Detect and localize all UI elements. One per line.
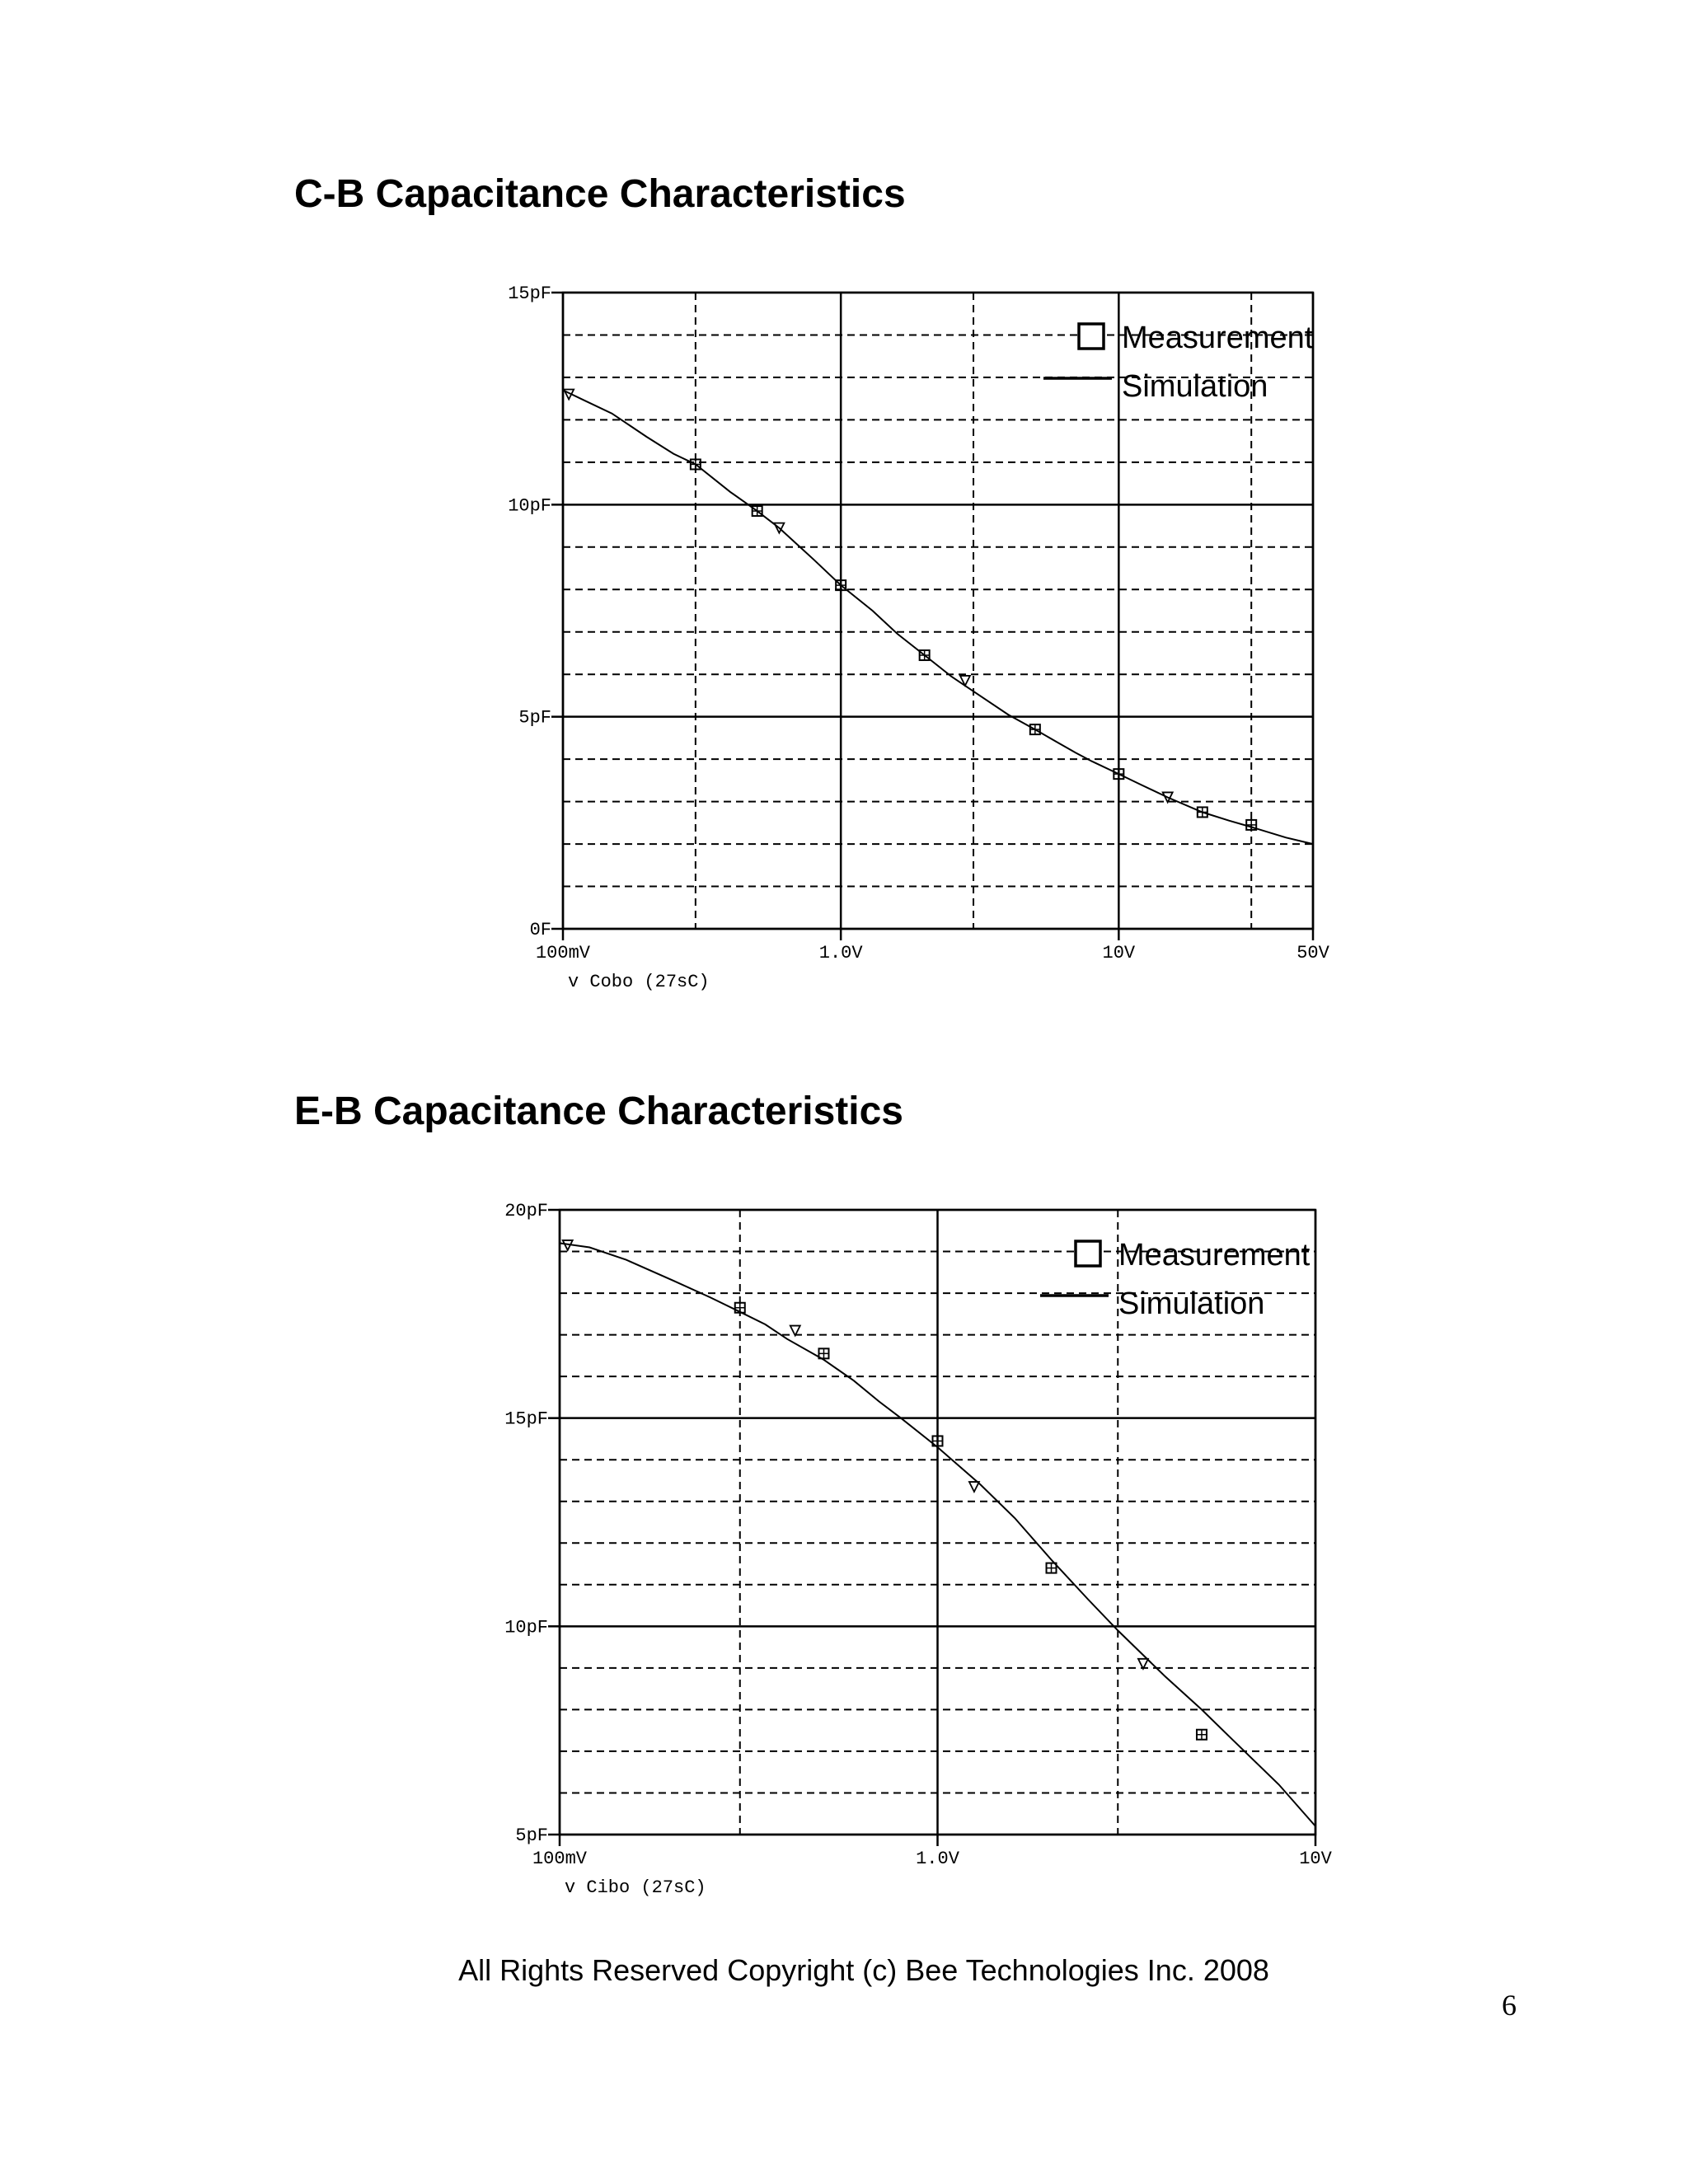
chart-2-x-tick-label: 10V: [1299, 1849, 1332, 1869]
chart-2-legend-label: Simulation: [1118, 1286, 1265, 1321]
chart-2-measurement-point: [735, 1303, 745, 1313]
chart-1-measurement-point: [1030, 724, 1040, 734]
chart-1-simulation-line: [563, 390, 1313, 844]
chart-1-y-tick-label: 5pF: [518, 707, 551, 729]
chart-1-plot: [0, 272, 1688, 1014]
chart-2-measurement-point: [1197, 1730, 1207, 1740]
chart-1-y-tick-label: 10pF: [508, 495, 551, 517]
chart-1-x-tick-label: 1.0V: [818, 943, 863, 963]
chart-1-measurement-point: [1114, 769, 1123, 779]
chart-2-trace-marker: [969, 1482, 979, 1492]
chart-2-legend-label: Measurement: [1118, 1238, 1311, 1272]
chart-1-x-tick-label: 50V: [1296, 943, 1329, 963]
chart-2-y-tick-label: 10pF: [504, 1617, 548, 1638]
chart-2-title: E-B Capacitance Characteristics: [294, 1090, 903, 1133]
chart-1-title: C-B Capacitance Characteristics: [294, 172, 906, 216]
chart-2-y-tick-label: 5pF: [515, 1825, 548, 1846]
chart-2-plot: [0, 1189, 1688, 1931]
chart-2-y-tick-label: 20pF: [504, 1201, 548, 1221]
chart-1-measurement-point: [1198, 807, 1207, 817]
chart-1-y-tick-label: 15pF: [508, 284, 551, 304]
chart-2-trace-label: v Cibo (27sC): [565, 1877, 706, 1898]
chart-1-legend-label: Measurement: [1122, 321, 1314, 355]
chart-1-legend-label: Simulation: [1122, 369, 1268, 404]
chart-1-trace-label: v Cobo (27sC): [568, 972, 710, 992]
chart-2-x-tick-label: 100mV: [532, 1849, 588, 1869]
chart-1-x-tick-label: 100mV: [535, 943, 591, 963]
chart-1-y-tick-label: 0F: [529, 920, 551, 940]
chart-2-legend-square-icon: [1076, 1241, 1100, 1266]
chart-2-x-tick-label: 1.0V: [916, 1849, 959, 1869]
page-number: 6: [1502, 1989, 1517, 2022]
chart-1-x-tick-label: 10V: [1102, 943, 1136, 963]
copyright-notice: All Rights Reserved Copyright (c) Bee Technologies Inc. 2008: [458, 1953, 1269, 1987]
chart-1-legend-square-icon: [1079, 324, 1104, 349]
chart-2-y-tick-label: 15pF: [504, 1408, 548, 1430]
